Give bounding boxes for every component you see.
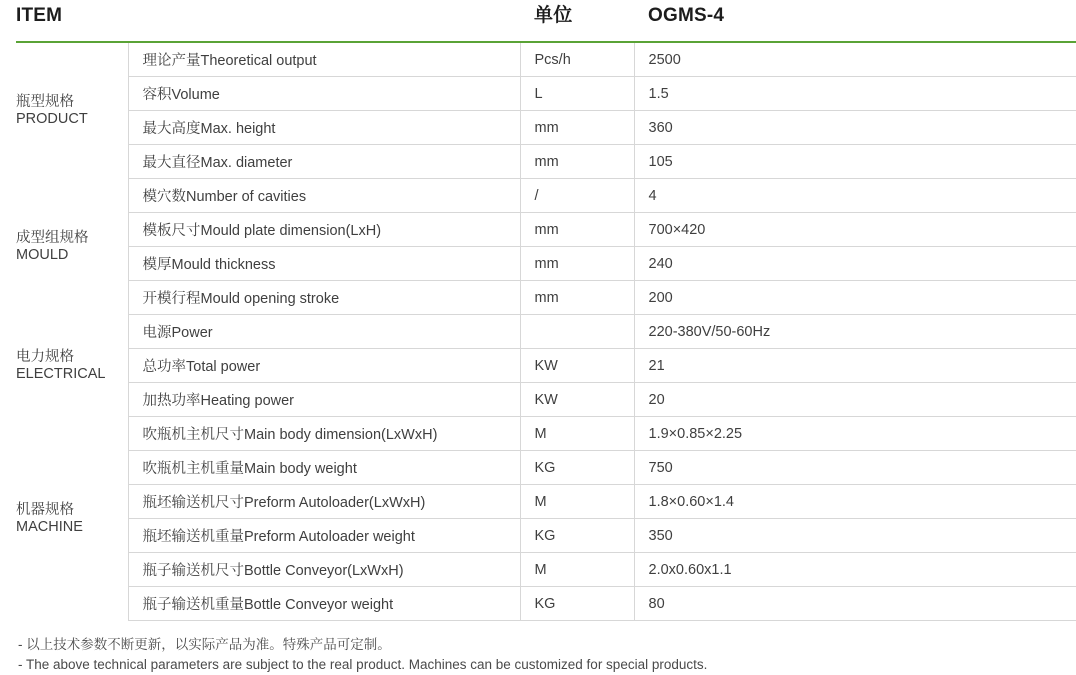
- cell-unit: KW: [520, 349, 634, 383]
- group-label-cn: 机器规格: [16, 501, 74, 518]
- cell-value: 240: [634, 247, 1076, 281]
- cell-unit: M: [520, 417, 634, 451]
- cell-item: 模板尺寸Mould plate dimension(LxH): [128, 213, 520, 247]
- group-label-en: MOULD: [16, 246, 69, 263]
- header-unit: 单位: [534, 5, 573, 26]
- header-model: OGMS-4: [648, 5, 725, 26]
- cell-value: 700×420: [634, 213, 1076, 247]
- table-row: [16, 179, 1076, 213]
- table-row: [16, 145, 1076, 179]
- table-row: [16, 417, 1076, 451]
- cell-unit: mm: [520, 247, 634, 281]
- cell-value: 350: [634, 519, 1076, 553]
- table-row: [16, 485, 1076, 519]
- table-row: [16, 213, 1076, 247]
- header-item: ITEM: [16, 5, 63, 26]
- cell-item: 容积Volume: [128, 77, 520, 111]
- cell-value: 200: [634, 281, 1076, 315]
- footnotes: [18, 635, 1068, 675]
- group-label: [16, 417, 128, 621]
- footnote-en: - The above technical parameters are subject to the real product. Machines can be customized for special products.: [18, 657, 708, 672]
- table-row: [16, 247, 1076, 281]
- group-label: [16, 315, 128, 417]
- cell-value: 1.9×0.85×2.25: [634, 417, 1076, 451]
- cell-unit: Pcs/h: [520, 42, 634, 77]
- table-row: [16, 553, 1076, 587]
- cell-value: 1.5: [634, 77, 1076, 111]
- cell-unit: L: [520, 77, 634, 111]
- header-row: [16, 0, 1076, 42]
- cell-unit: KW: [520, 383, 634, 417]
- cell-unit: KG: [520, 451, 634, 485]
- cell-value: 2.0x0.60x1.1: [634, 553, 1076, 587]
- specification-table: [16, 0, 1076, 621]
- cell-value: 4: [634, 179, 1076, 213]
- cell-unit: mm: [520, 281, 634, 315]
- cell-unit: mm: [520, 111, 634, 145]
- table-body: [16, 42, 1076, 621]
- cell-value: 750: [634, 451, 1076, 485]
- group-label: [16, 42, 128, 179]
- cell-value: 105: [634, 145, 1076, 179]
- cell-value: 80: [634, 587, 1076, 621]
- cell-value: 360: [634, 111, 1076, 145]
- table-row: [16, 587, 1076, 621]
- table-row: [16, 451, 1076, 485]
- cell-unit: mm: [520, 145, 634, 179]
- cell-item: 电源Power: [128, 315, 520, 349]
- table-header: [16, 0, 1076, 42]
- cell-unit: M: [520, 553, 634, 587]
- table-row: [16, 383, 1076, 417]
- table-row: [16, 349, 1076, 383]
- cell-item: 瓶坯输送机尺寸Preform Autoloader(LxWxH): [128, 485, 520, 519]
- cell-unit: /: [520, 179, 634, 213]
- group-label-cn: 瓶型规格: [16, 93, 74, 110]
- group-label-en: MACHINE: [16, 518, 83, 535]
- cell-value: 2500: [634, 42, 1076, 77]
- cell-unit: mm: [520, 213, 634, 247]
- cell-item: 加热功率Heating power: [128, 383, 520, 417]
- cell-unit: KG: [520, 587, 634, 621]
- cell-item: 瓶子输送机尺寸Bottle Conveyor(LxWxH): [128, 553, 520, 587]
- group-label-en: ELECTRICAL: [16, 365, 106, 382]
- group-label-en: PRODUCT: [16, 110, 88, 127]
- group-label-cn: 电力规格: [16, 348, 74, 365]
- table-row: [16, 111, 1076, 145]
- cell-unit: M: [520, 485, 634, 519]
- cell-value: 220-380V/50-60Hz: [634, 315, 1076, 349]
- cell-item: 瓶坯输送机重量Preform Autoloader weight: [128, 519, 520, 553]
- cell-value: 21: [634, 349, 1076, 383]
- table-row: [16, 315, 1076, 349]
- table-row: [16, 281, 1076, 315]
- cell-item: 总功率Total power: [128, 349, 520, 383]
- group-label: [16, 179, 128, 315]
- cell-item: 吹瓶机主机重量Main body weight: [128, 451, 520, 485]
- cell-item: 开模行程Mould opening stroke: [128, 281, 520, 315]
- table-row: [16, 77, 1076, 111]
- cell-item: 吹瓶机主机尺寸Main body dimension(LxWxH): [128, 417, 520, 451]
- footnote-cn: - 以上技术参数不断更新，以实际产品为准。特殊产品可定制。: [18, 637, 391, 652]
- cell-item: 瓶子输送机重量Bottle Conveyor weight: [128, 587, 520, 621]
- group-label-cn: 成型组规格: [16, 229, 89, 246]
- cell-item: 模穴数Number of cavities: [128, 179, 520, 213]
- cell-item: 最大高度Max. height: [128, 111, 520, 145]
- cell-unit: KG: [520, 519, 634, 553]
- cell-value: 20: [634, 383, 1076, 417]
- cell-item: 最大直径Max. diameter: [128, 145, 520, 179]
- cell-unit: [520, 315, 634, 349]
- cell-value: 1.8×0.60×1.4: [634, 485, 1076, 519]
- cell-item: 模厚Mould thickness: [128, 247, 520, 281]
- table-row: [16, 519, 1076, 553]
- table-row: [16, 42, 1076, 77]
- cell-item: 理论产量Theoretical output: [128, 42, 520, 77]
- header-item-spacer: [128, 0, 520, 42]
